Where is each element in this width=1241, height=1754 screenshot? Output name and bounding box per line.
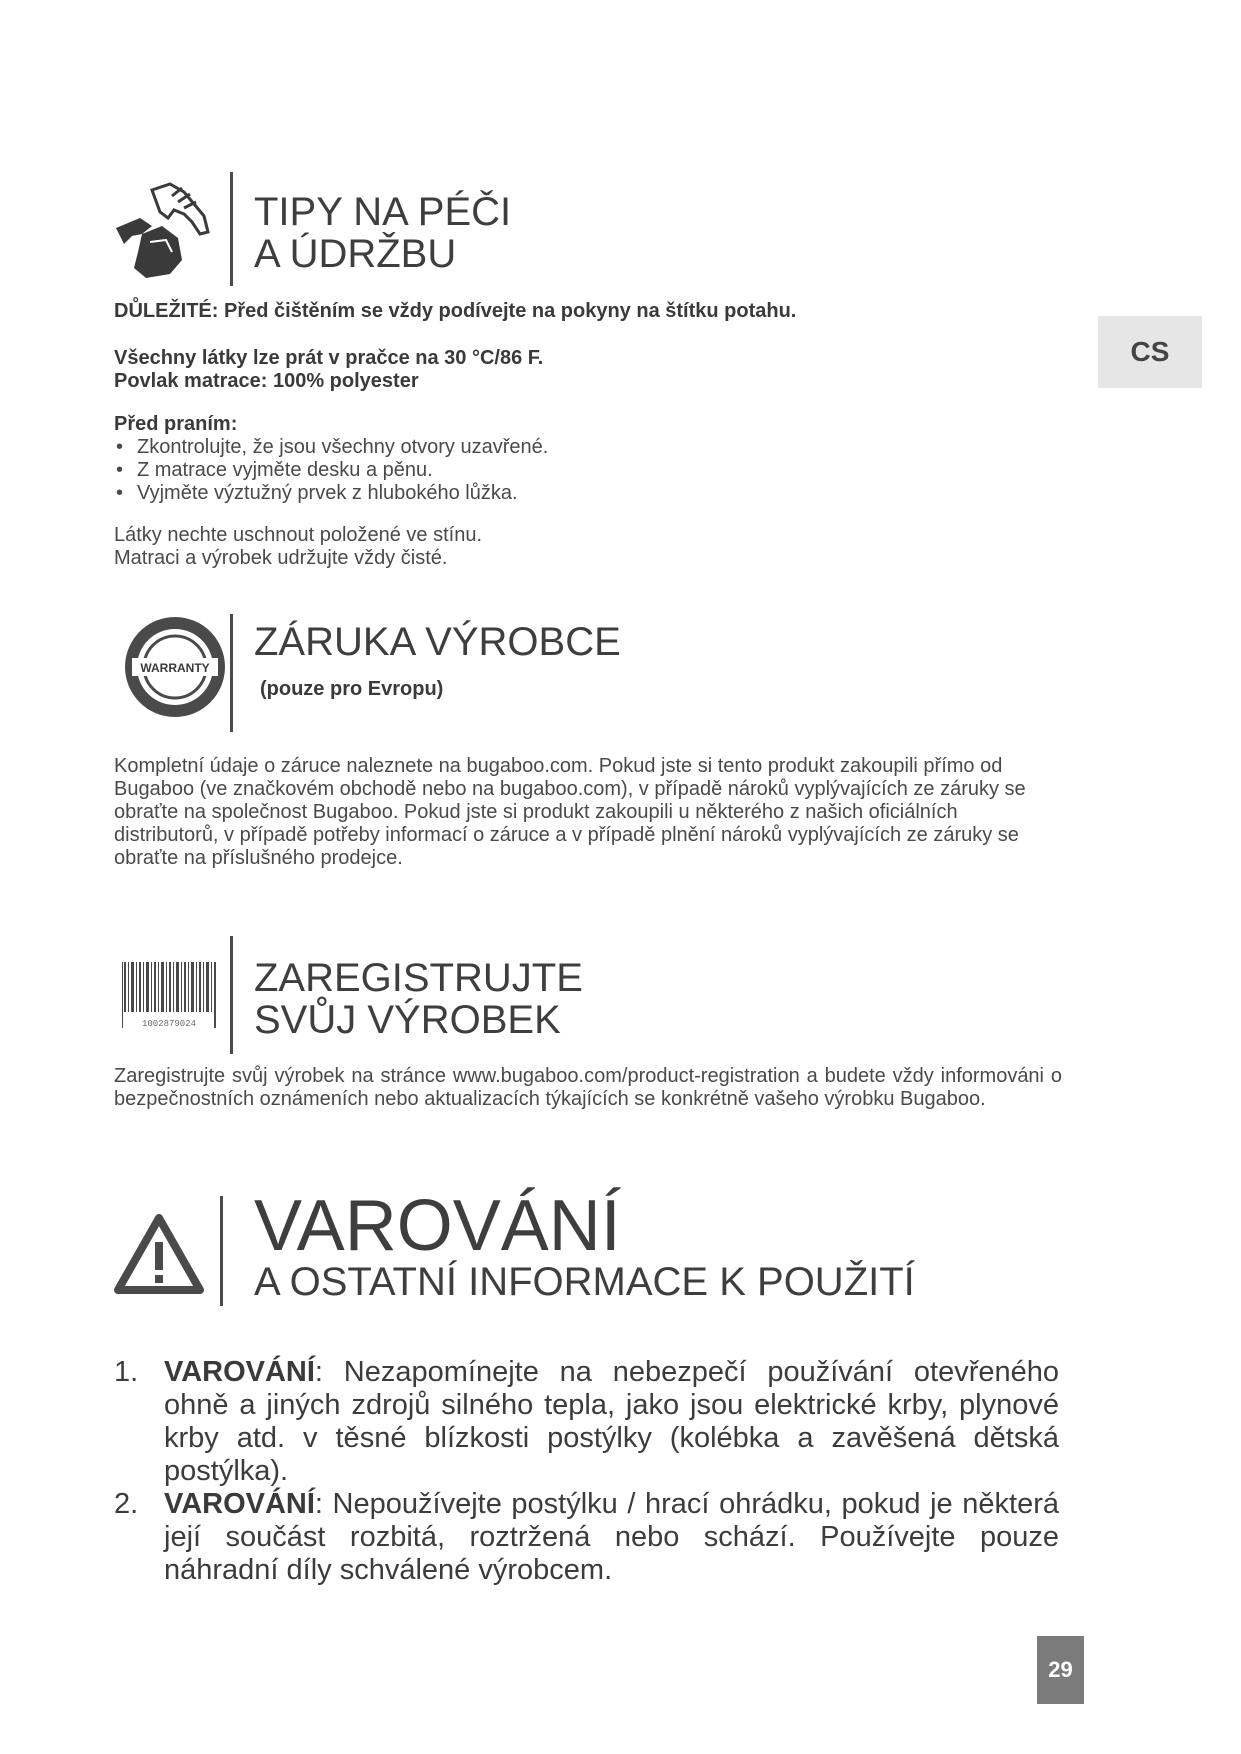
item-text: : Nepoužívejte postýlku / hrací ohrádku, pokud je některá její součást rozbitá, roztržená nebo schází. Používejte pouze náhradní díly schválené výrobcem. xyxy=(164,1488,1059,1586)
list-item: • Vyjměte výztužný prvek z hlubokého lůžka. xyxy=(114,482,548,505)
wash-line-1: Všechny látky lze prát v pračce na 30 °C/86 F. xyxy=(114,347,544,369)
before-wash-heading: Před praním: xyxy=(114,413,238,435)
warning-triangle-icon xyxy=(114,1214,204,1296)
warranty-badge-icon xyxy=(122,614,228,720)
warranty-badge-text: WARRANTY xyxy=(140,661,210,675)
item-text: : Nezapomínejte na nebezpečí používání otevřeného ohně a jiných zdrojů silného tepla, jako jsou elektrické krby, plynové krby atd. v těsné blízkosti postýlky (kolébka a zavěšená dětská postýlka). xyxy=(164,1356,1059,1487)
care-title-line1: TIPY NA PÉČI xyxy=(254,190,512,234)
hand-wash-icon xyxy=(112,182,224,282)
register-title-line1: ZAREGISTRUJTE xyxy=(254,956,583,1000)
warnings-list xyxy=(114,1356,1059,1587)
item-number: 2. xyxy=(114,1488,139,1520)
warnings-divider xyxy=(220,1196,223,1306)
warranty-subtitle: (pouze pro Evropu) xyxy=(260,678,444,700)
important-note xyxy=(114,300,1034,323)
barcode-digits: 1002879024 xyxy=(141,1019,197,1029)
warranty-divider xyxy=(230,614,233,732)
barcode-icon xyxy=(122,960,224,1030)
item-label: VAROVÁNÍ xyxy=(164,1356,315,1388)
list-item xyxy=(114,1356,1059,1488)
warranty-title: ZÁRUKA VÝROBCE xyxy=(254,620,621,664)
wash-line-2: Povlak matrace: 100% polyester xyxy=(114,370,419,392)
language-tab: CS xyxy=(1098,316,1202,388)
list-item: • Zkontrolujte, že jsou všechny otvory uzavřené. xyxy=(114,436,548,459)
care-divider xyxy=(230,172,233,286)
page-number: 29 xyxy=(1037,1636,1084,1704)
warranty-body: Kompletní údaje o záruce naleznete na bugaboo.com. Pokud jste si tento produkt zakoupili přímo od Bugaboo (ve značkovém obchodě nebo na bugaboo.com), v případě nároků vyplývajících ze záruky se obraťte na společnost Bugaboo. Pokud jste si produkt zakoupili u některého z našich oficiálních distributorů, v případě potřeby informací o záruce a v případě plnění nároků vyplývajících ze záruky se obraťte na příslušného prodejce. xyxy=(114,755,1026,869)
list-item: • Z matrace vyjměte desku a pěnu. xyxy=(114,459,548,482)
register-title-line2: SVŮJ VÝROBEK xyxy=(254,998,561,1042)
list-item xyxy=(114,1488,1059,1587)
dry-line-2: Matraci a výrobek udržujte vždy čisté. xyxy=(114,547,448,569)
item-label: VAROVÁNÍ xyxy=(164,1488,315,1520)
important-text: Před čištěním se vždy podívejte na pokyny na štítku potahu. xyxy=(218,300,797,322)
care-title-line2: A ÚDRŽBU xyxy=(254,232,457,276)
important-label: DŮLEŽITÉ: xyxy=(114,300,219,322)
register-body: Zaregistrujte svůj výrobek na stránce www.bugaboo.com/product-registration a budete vždy informováni o bezpečnostních oznámeních nebo aktualizacích týkajících se konkrétně vašeho výrobku Bugaboo. xyxy=(114,1065,1062,1110)
dry-line-1: Látky nechte uschnout položené ve stínu. xyxy=(114,524,483,546)
item-number: 1. xyxy=(114,1356,139,1388)
warnings-subtitle: A OSTATNÍ INFORMACE K POUŽITÍ xyxy=(254,1260,915,1304)
warnings-title: VAROVÁNÍ xyxy=(254,1186,621,1266)
register-divider xyxy=(230,936,233,1054)
before-wash-list xyxy=(114,436,548,505)
